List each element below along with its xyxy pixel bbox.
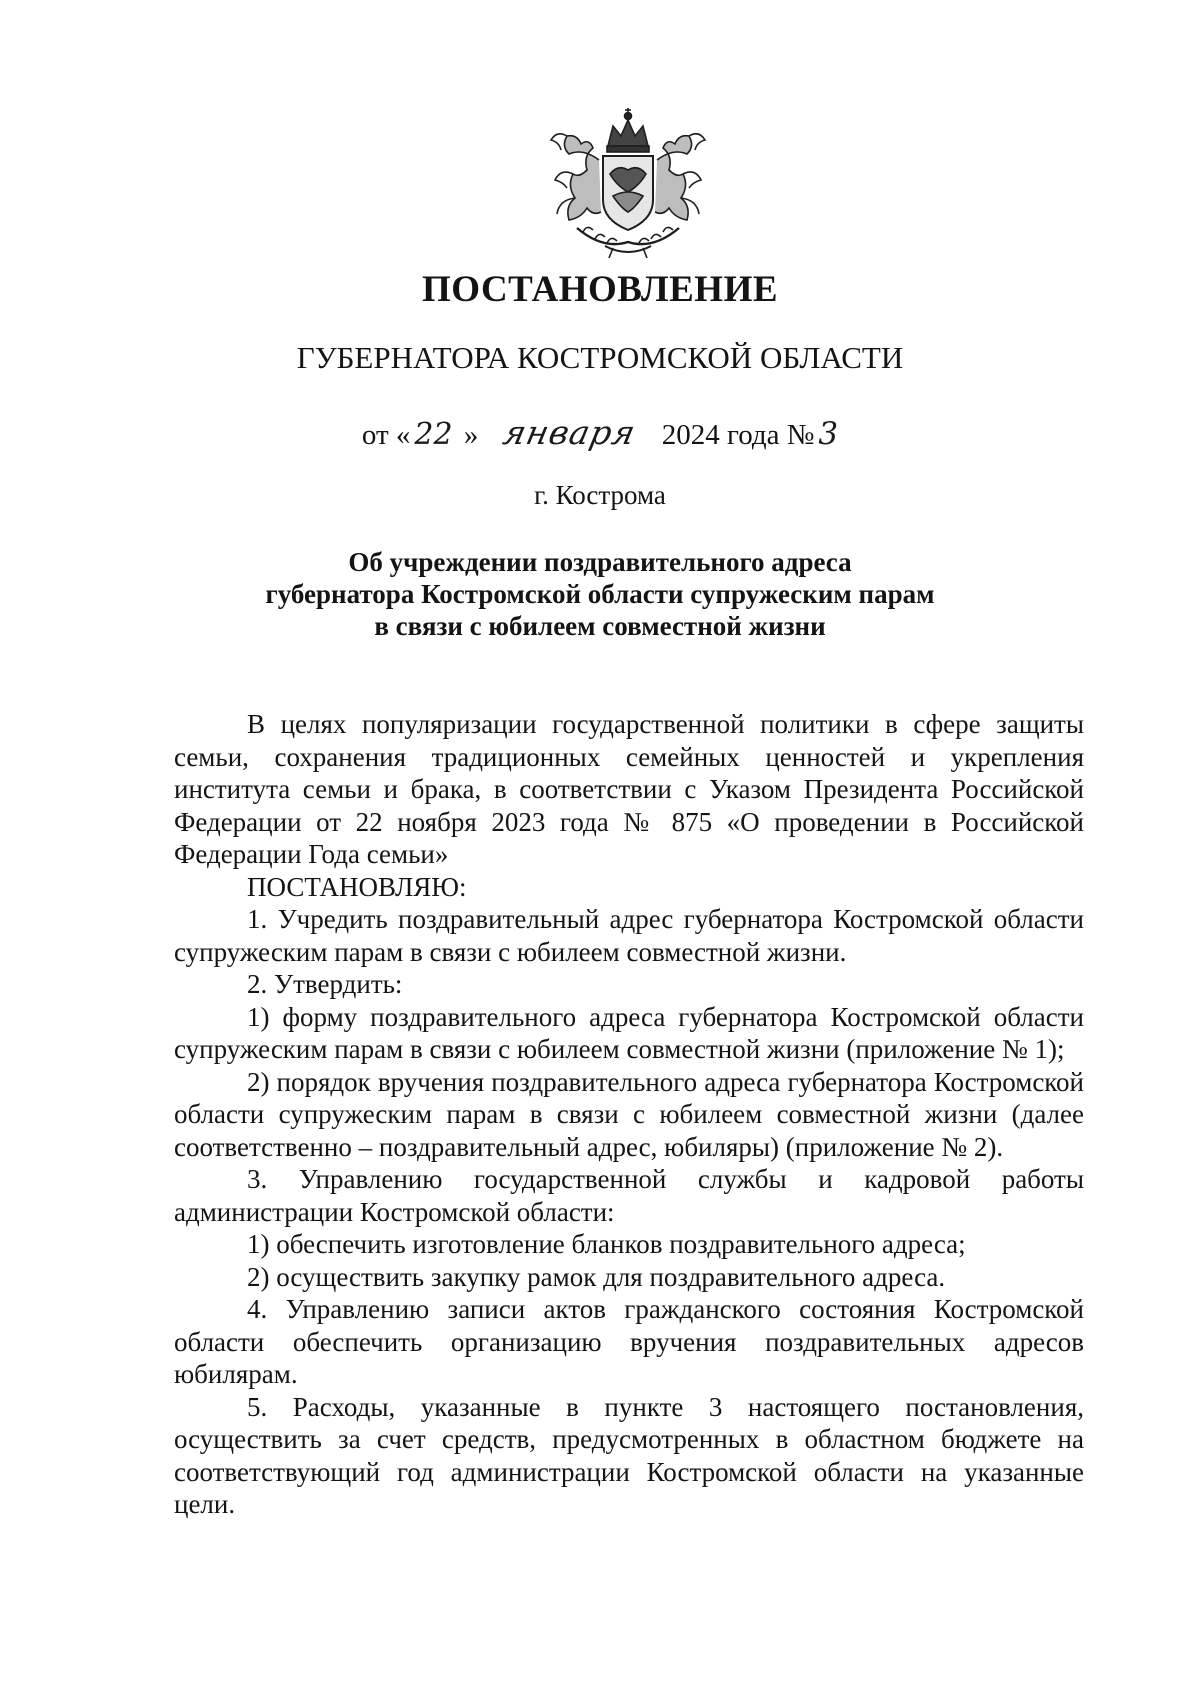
body-paragraph: 5. Расходы, указанные в пункте 3 настоящего постановления, осуществить за счет средств, предусмотренных в областном бюджете на соответствующий год администрации Костромской области на указанные цели. [174,1391,1084,1519]
body-paragraph: 1. Учредить поздравительный адрес губернатора Костромской области супружеским парам в связи с юбилеем совместной жизни. [174,904,1084,967]
body-paragraph: 2. Утвердить: [247,969,403,999]
document-number-handwritten: 3 [818,416,839,452]
date-close-quote: » [456,419,479,451]
preamble-paragraph: В целях популяризации государственной политики в сфере защиты семьи, сохранения традиционных семейных ценностей и укрепления института семьи и брака, в соответствии с Указом Президента Российской Федерации от 22 ноября 2023 года № 875 «О проведении в Российской Федерации Года семьи» [174,709,1084,869]
title-line: в связи с юбилеем совместной жизни [374,611,826,641]
body-paragraph: 2) порядок вручения поздравительного адреса губернатора Костромской области супружеским парам в связи с юбилеем совместной жизни (далее соответственно – поздравительный адрес, юбиляры) (приложение № 2). [174,1066,1084,1162]
issuer-name: ГУБЕРНАТОРА КОСТРОМСКОЙ ОБЛАСТИ [296,340,904,375]
decree-word: ПОСТАНОВЛЯЮ: [247,871,467,902]
body-paragraph: 4. Управлению записи актов гражданского состояния Костромской области обеспечить организацию вручения поздравительных адресов юбилярам. [174,1294,1084,1389]
document-date [0,413,1200,452]
body-paragraph: 1) обеспечить изготовление бланков поздравительного адреса; [247,1229,966,1259]
body-paragraph: 3. Управлению государственной службы и кадровой работы администрации Костромской области: [174,1164,1084,1227]
body-paragraph: 2) осуществить закупку рамок для поздравительного адреса. [247,1261,946,1292]
body-paragraph: 1) форму поздравительного адреса губернатора Костромской области супружеским парам в связи с юбилеем совместной жизни (приложение № 1); [174,1001,1084,1064]
date-month-handwritten: января [500,413,640,452]
date-year-text: 2024 года № [661,419,815,451]
date-day-handwritten: 22 [414,417,453,452]
document-type: ПОСТАНОВЛЕНИЕ [421,269,779,310]
title-line: Об учреждении поздравительного адреса [348,547,852,577]
kostroma-coat-of-arms-icon [543,108,713,260]
date-prefix: от « [361,419,411,451]
document-body [174,708,1084,1521]
document-title [0,546,1200,642]
city-name: г. Кострома [534,480,666,510]
title-line: губернатора Костромской области супружеским парам [265,579,935,609]
